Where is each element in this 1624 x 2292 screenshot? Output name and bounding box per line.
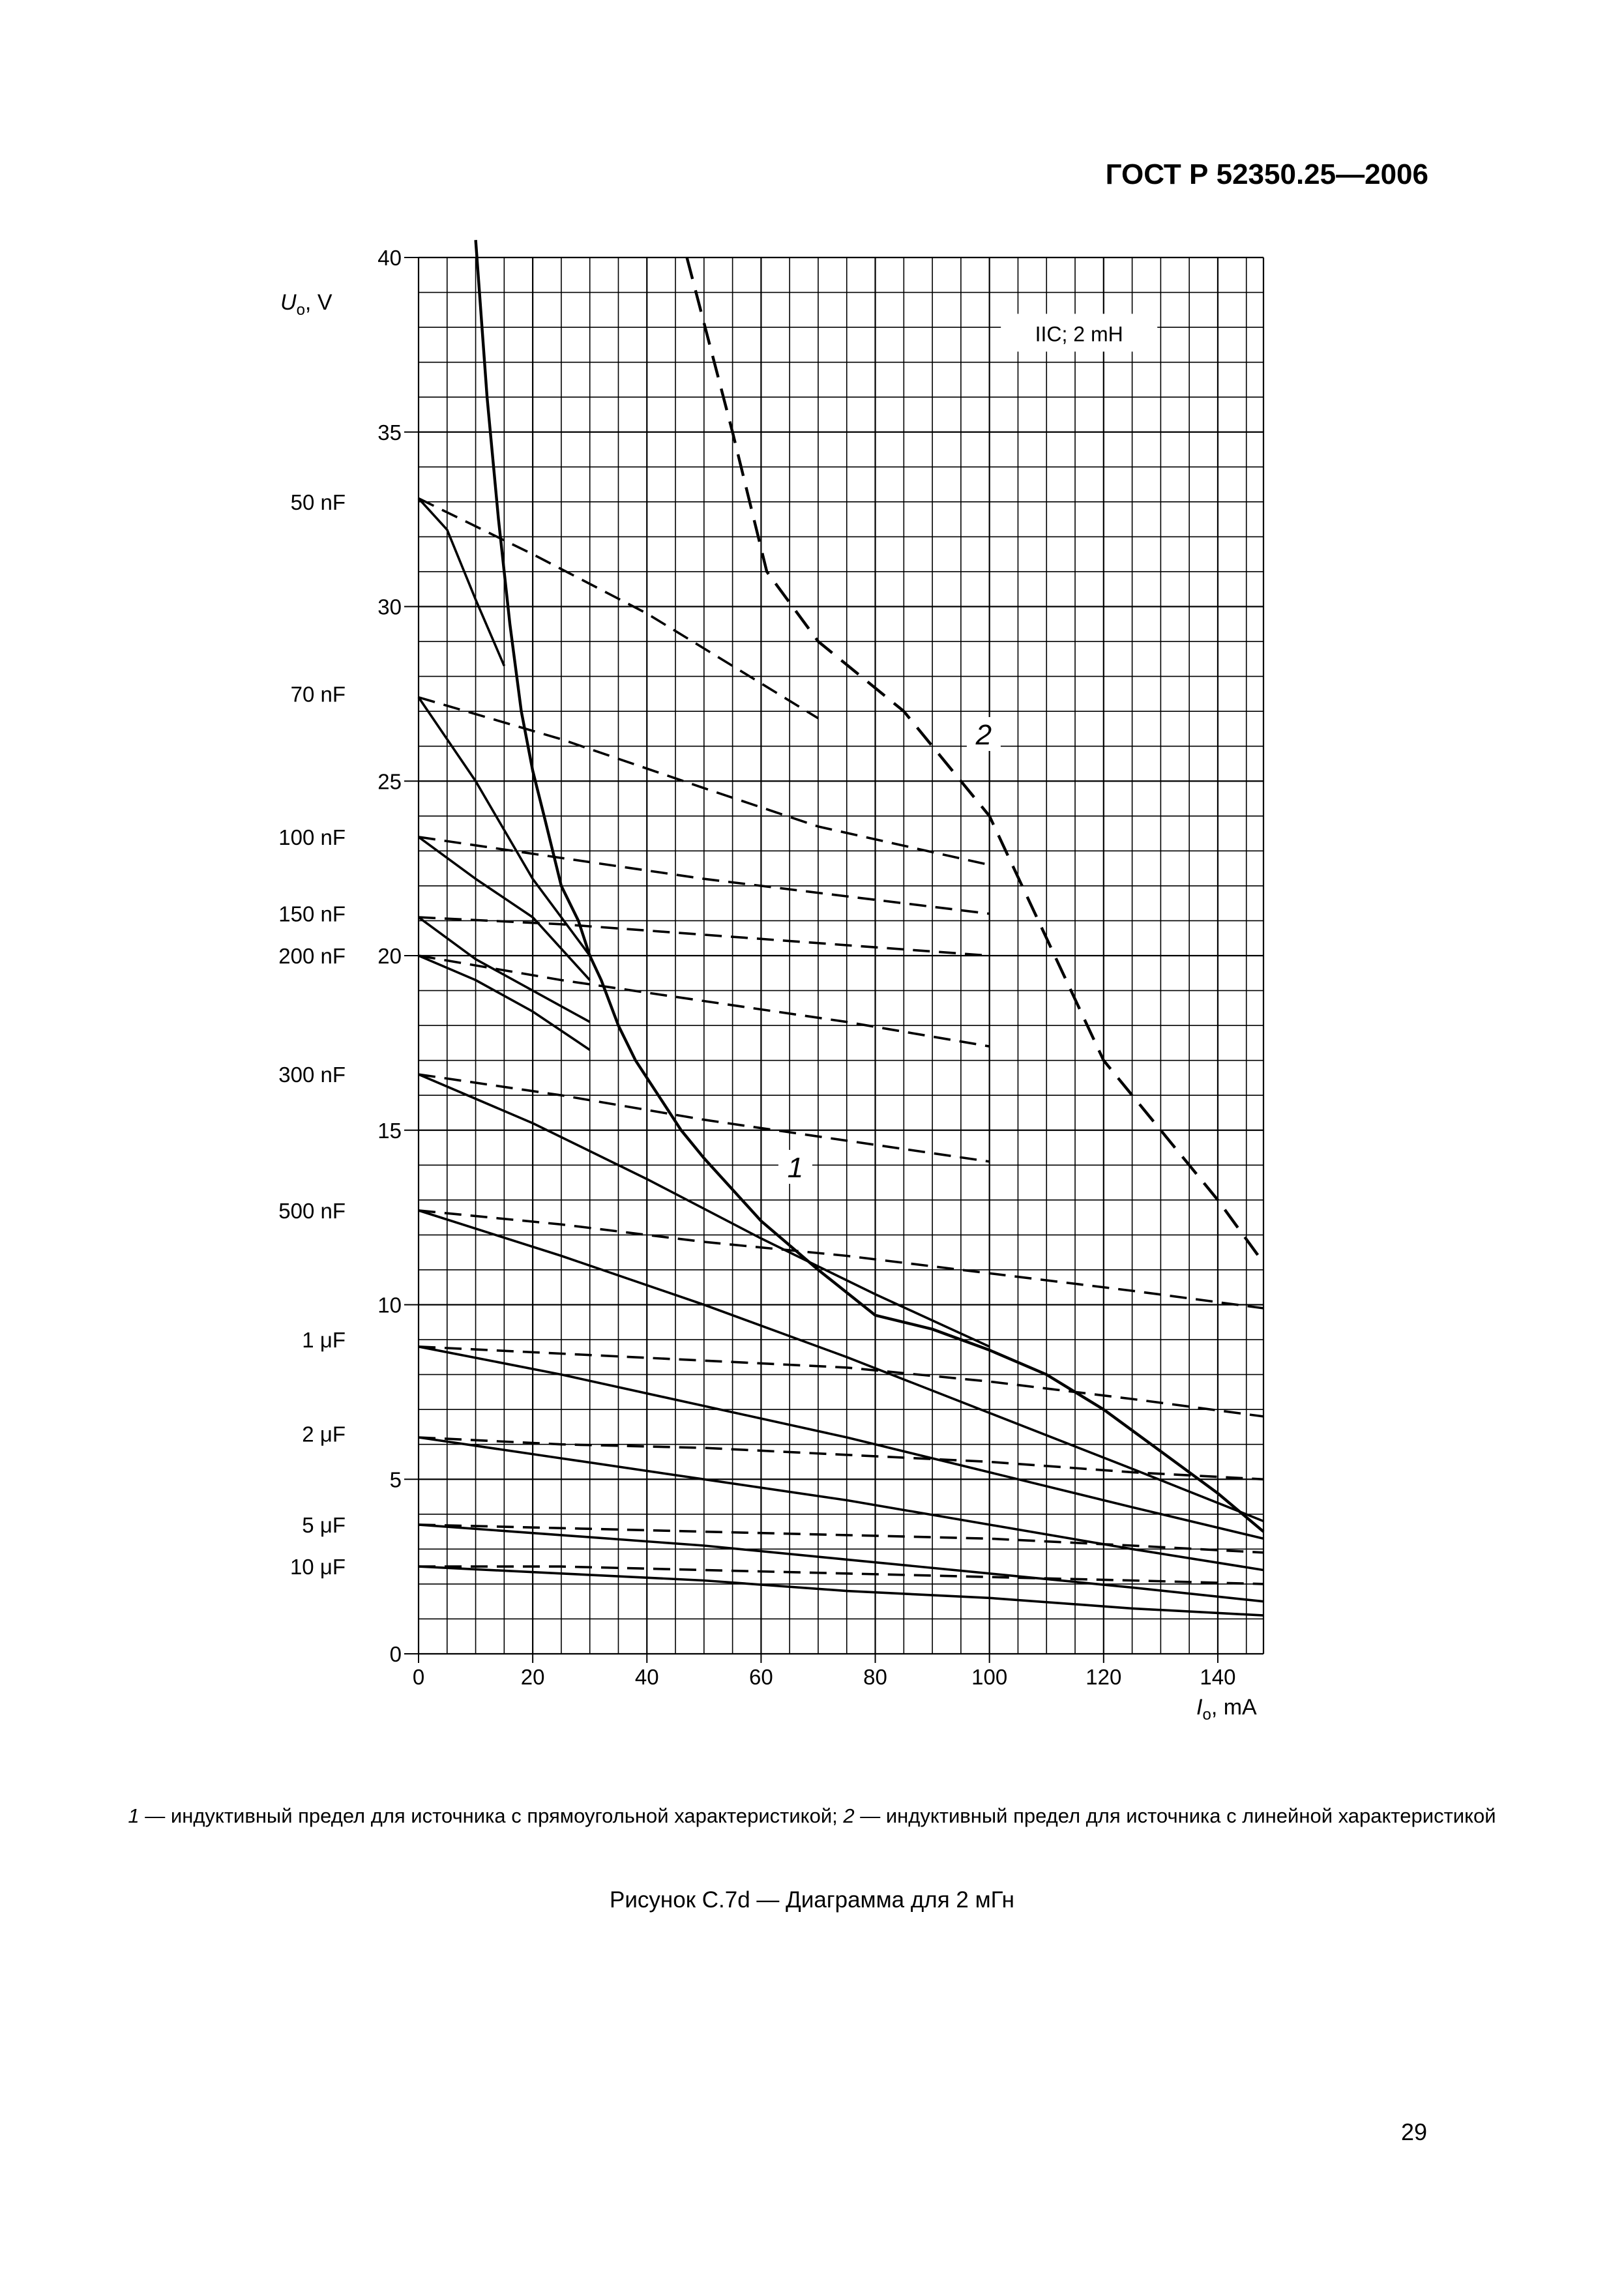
y-axis-label: $U_o$, V [280,290,332,319]
solid-series-line [419,1211,1263,1521]
capacitance-label: 50 nF [290,490,346,514]
y-tick-label: 15 [377,1118,402,1143]
limit-curve-label: 1 [787,1152,804,1184]
x-tick-label: 80 [863,1665,887,1689]
standard-header: ГОСТ Р 52350.25—2006 [1105,158,1428,190]
y-tick-label: 10 [377,1293,402,1317]
legend-2-number: 2 [843,1804,855,1827]
y-tick-label: 0 [389,1642,402,1666]
dashed-series-line [419,1566,1263,1584]
x-tick-label: 120 [1085,1665,1122,1689]
legend-note [98,1802,1526,1830]
limit-curve-2 [687,257,1263,1263]
dashed-series-line [419,1211,1263,1308]
x-tick-label: 20 [520,1665,545,1689]
capacitance-label: 150 nF [278,902,346,926]
limit-curve-label: 2 [975,718,992,751]
y-tick-label: 35 [377,420,402,445]
y-tick-label: 20 [377,944,402,968]
legend-1-text: — индуктивный предел для источника с прямоугольной характеристикой; [139,1804,844,1827]
x-axis-label: $I_o$, mA [1196,1695,1257,1724]
x-tick-label: 140 [1200,1665,1236,1689]
y-tick-label: 40 [377,246,402,270]
page-number: 29 [1400,2119,1427,2145]
solid-series-line [419,499,504,666]
x-tick-label: 40 [634,1665,659,1689]
y-tick-label: 5 [389,1467,402,1492]
dashed-series-line [419,1437,1263,1479]
legend-2-text: — индуктивный предел для источника с линейной характеристикой [854,1804,1496,1827]
figure-caption: Рисунок С.7d — Диаграмма для 2 мГн [610,1887,1014,1913]
capacitance-label: 70 nF [290,682,346,707]
dashed-series-line [419,1347,1263,1417]
dashed-series-line [419,1525,1263,1553]
solid-series-line [419,1437,1263,1570]
capacitance-label: 100 nF [278,825,346,849]
capacitance-label: 5 μF [302,1512,346,1537]
x-tick-label: 0 [412,1665,425,1689]
x-tick-label: 100 [971,1665,1008,1689]
capacitance-label: 2 μF [302,1422,346,1447]
annotation-label: IIC; 2 mH [1035,322,1123,346]
capacitance-label: 200 nF [278,944,346,968]
legend-1-number: 1 [128,1804,140,1827]
capacitance-label: 300 nF [278,1063,346,1087]
capacitance-label: 1 μF [302,1328,346,1353]
y-tick-label: 30 [377,595,402,619]
y-tick-label: 25 [377,769,402,794]
capacitance-label: 10 μF [289,1555,346,1579]
capacitance-label: 500 nF [278,1198,346,1223]
solid-series-line [419,1347,1263,1539]
x-tick-label: 60 [749,1665,773,1689]
